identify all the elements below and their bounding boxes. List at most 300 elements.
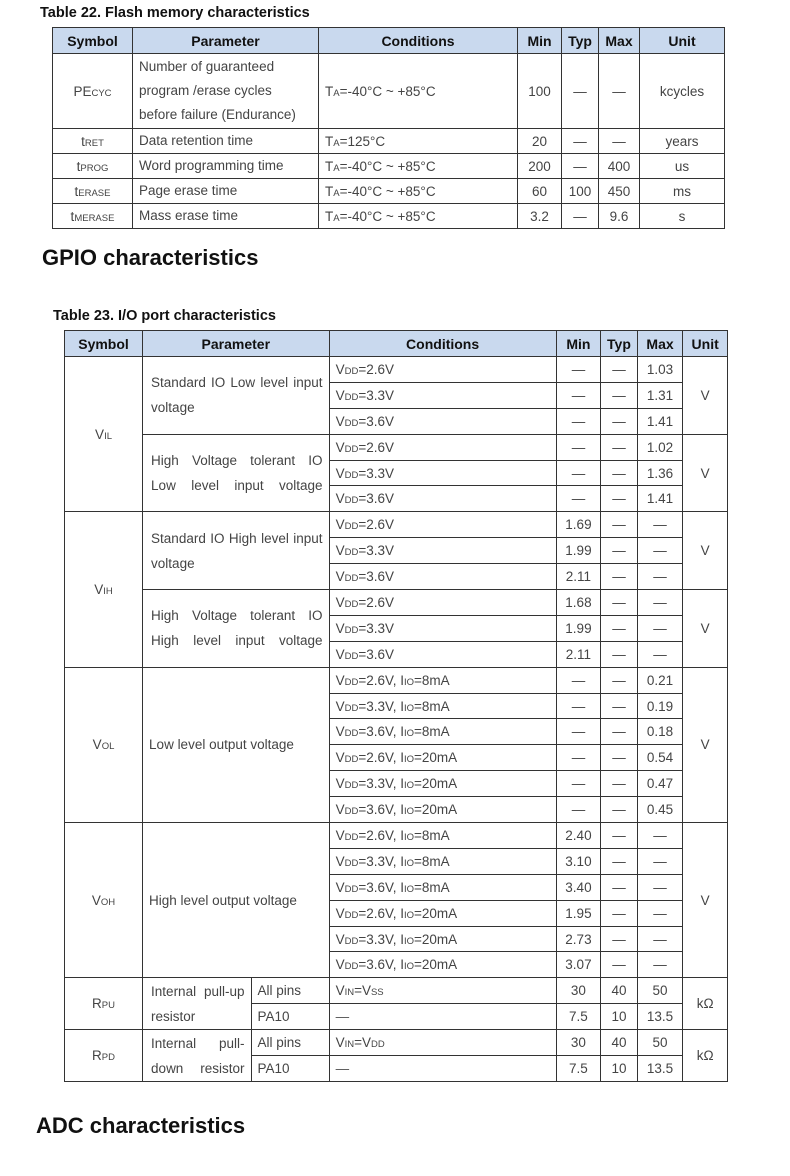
typ-cell: — <box>601 564 637 590</box>
cond-mid: =V <box>354 1035 371 1051</box>
max-cell: — <box>637 926 683 952</box>
min-cell: — <box>556 667 601 693</box>
symbol-subscript: OL <box>101 741 115 753</box>
max-cell: 50 <box>637 1030 683 1056</box>
conditions-cell <box>319 54 518 129</box>
typ-cell: — <box>601 512 637 538</box>
max-cell: 0.18 <box>637 719 683 745</box>
vdd-value: =2.6V, <box>358 905 401 921</box>
vdd-value: =3.3V, <box>358 931 401 947</box>
conditions-cell <box>329 978 556 1004</box>
gpio-heading: GPIO characteristics <box>42 245 259 270</box>
conditions-cell <box>329 900 556 926</box>
conditions-cell <box>329 719 556 745</box>
vdd-subscript: DD <box>344 521 359 533</box>
symbol-subscript: PU <box>101 1000 115 1012</box>
typ-cell: — <box>601 900 637 926</box>
conditions-cell <box>329 797 556 823</box>
min-cell: 2.73 <box>556 926 601 952</box>
table-row <box>53 204 725 229</box>
header-max: Max <box>637 331 683 357</box>
vdd-subscript: DD <box>344 780 359 792</box>
vdd-main: V <box>335 905 345 921</box>
iio-value: =8mA <box>414 879 450 895</box>
cond-subscript: A <box>333 187 340 199</box>
conditions-cell <box>329 641 556 667</box>
conditions-cell <box>329 408 556 434</box>
symbol-main: t <box>76 158 81 174</box>
min-cell: 3.2 <box>518 204 562 229</box>
typ-cell: — <box>601 952 637 978</box>
vdd-main: V <box>335 465 345 481</box>
vdd-main: V <box>335 594 345 610</box>
symbol-subscript: ERASE <box>78 187 111 199</box>
parameter-cell <box>133 204 319 229</box>
cond-dash: — <box>335 1009 350 1025</box>
max-cell: 0.47 <box>637 771 683 797</box>
vdd-main: V <box>335 491 345 507</box>
table-header-row <box>65 331 728 357</box>
vdd-value: =3.3V, <box>358 698 401 714</box>
vdd-value: =3.6V <box>358 569 394 585</box>
min-cell: 100 <box>518 54 562 129</box>
conditions-cell <box>329 512 556 538</box>
table22-caption: Table 22. Flash memory characteristics <box>40 5 310 21</box>
vdd-main: V <box>335 724 345 740</box>
vdd-main: V <box>335 827 345 843</box>
table-row <box>65 1030 728 1056</box>
vdd-subscript: DD <box>344 365 359 377</box>
iio-subscript: IO <box>404 961 415 973</box>
adc-heading: ADC characteristics <box>36 1113 246 1138</box>
vdd-subscript: DD <box>344 650 359 662</box>
typ-cell: — <box>601 926 637 952</box>
pins-cell: All pins <box>251 1030 329 1056</box>
cond-subscript: A <box>333 162 340 174</box>
max-cell: — <box>637 512 683 538</box>
cond-mid: =V <box>354 983 371 999</box>
vdd-subscript: DD <box>344 547 359 559</box>
header-max: Max <box>599 28 640 54</box>
unit-cell: kΩ <box>683 1030 728 1082</box>
vdd-subscript: DD <box>344 728 359 740</box>
vdd-subscript: DD <box>344 857 359 869</box>
vdd-value: =3.6V <box>358 413 394 429</box>
max-cell: 400 <box>599 154 640 179</box>
vdd-value: =2.6V, <box>358 750 401 766</box>
vdd-main: V <box>335 698 345 714</box>
max-cell: 13.5 <box>637 1004 683 1030</box>
typ-cell: — <box>601 797 637 823</box>
parameter-cell <box>133 154 319 179</box>
max-cell: — <box>637 900 683 926</box>
vdd-value: =3.6V, <box>358 802 401 818</box>
header-typ: Typ <box>562 28 599 54</box>
typ-cell: — <box>601 590 637 616</box>
header-min: Min <box>556 331 601 357</box>
max-cell: — <box>599 54 640 129</box>
parameter-line: before failure (Endurance) <box>139 107 296 122</box>
iio-subscript: IO <box>404 909 415 921</box>
vdd-subscript: DD <box>344 702 359 714</box>
iio-main: I <box>400 698 404 714</box>
vdd-subscript: DD <box>344 909 359 921</box>
min-cell: — <box>556 408 601 434</box>
max-cell: — <box>637 564 683 590</box>
typ-cell: — <box>562 204 599 229</box>
parameter-cell: High Voltage tolerant IO Low level input voltage <box>143 434 330 512</box>
typ-cell: — <box>601 771 637 797</box>
header-min: Min <box>518 28 562 54</box>
cond-rest: =-40°C ~ +85°C <box>339 183 436 199</box>
iio-subscript: IO <box>404 857 415 869</box>
cond-subscript: A <box>333 87 340 99</box>
typ-cell: — <box>601 460 637 486</box>
min-cell: 2.11 <box>556 641 601 667</box>
vdd-main: V <box>335 620 345 636</box>
min-cell: — <box>556 460 601 486</box>
unit-cell: V <box>683 590 728 668</box>
vdd-subscript: DD <box>344 935 359 947</box>
min-cell: 7.5 <box>556 1004 601 1030</box>
min-cell: 1.69 <box>556 512 601 538</box>
conditions-cell <box>329 823 556 849</box>
conditions-cell <box>319 129 518 154</box>
iio-subscript: IO <box>404 728 415 740</box>
iio-main: I <box>400 827 404 843</box>
parameter-cell: Standard IO High level input voltage <box>143 512 330 590</box>
cond-subscript: A <box>333 137 340 149</box>
conditions-cell <box>329 874 556 900</box>
max-cell: — <box>637 590 683 616</box>
vdd-main: V <box>335 879 345 895</box>
vdd-main: V <box>335 439 345 455</box>
parameter-line: program /erase cycles <box>139 83 272 98</box>
typ-cell: — <box>562 129 599 154</box>
header-conditions: Conditions <box>319 28 518 54</box>
conditions-cell <box>329 590 556 616</box>
unit-cell: V <box>683 434 728 512</box>
symbol-main: t <box>81 133 85 149</box>
typ-cell: — <box>601 615 637 641</box>
vdd-value: =3.6V, <box>358 879 401 895</box>
iio-subscript: IO <box>404 883 415 895</box>
table-row <box>65 978 728 1004</box>
iio-value: =8mA <box>414 853 450 869</box>
header-parameter: Parameter <box>143 331 330 357</box>
max-cell: 1.41 <box>637 486 683 512</box>
vdd-main: V <box>335 957 345 973</box>
min-cell: — <box>556 797 601 823</box>
conditions-cell <box>329 1030 556 1056</box>
pins-cell: PA10 <box>251 1056 329 1082</box>
conditions-cell <box>329 357 556 383</box>
cond-subscript: IN <box>344 1039 355 1051</box>
parameter-cell: High level output voltage <box>143 823 330 978</box>
header-unit: Unit <box>640 28 725 54</box>
max-cell: 50 <box>637 978 683 1004</box>
parameter-cell <box>133 54 319 129</box>
symbol-main: V <box>94 582 104 598</box>
typ-cell: — <box>601 823 637 849</box>
iio-main: I <box>400 905 404 921</box>
iio-subscript: IO <box>404 676 415 688</box>
vdd-main: V <box>335 802 345 818</box>
typ-cell: — <box>601 745 637 771</box>
typ-cell: — <box>601 693 637 719</box>
table-row <box>53 129 725 154</box>
table-row <box>65 590 728 616</box>
vdd-subscript: DD <box>344 469 359 481</box>
max-cell: — <box>637 874 683 900</box>
symbol-subscript: RET <box>84 137 104 149</box>
symbol-main: R <box>92 996 102 1012</box>
table-row <box>53 179 725 204</box>
typ-cell: 100 <box>562 179 599 204</box>
max-cell: 0.21 <box>637 667 683 693</box>
conditions-cell <box>329 848 556 874</box>
vdd-main: V <box>335 361 345 377</box>
symbol-main: t <box>70 208 75 224</box>
cond-main: V <box>335 983 345 999</box>
table-row <box>65 434 728 460</box>
parameter-cell <box>133 129 319 154</box>
max-cell: — <box>599 129 640 154</box>
vdd-main: V <box>335 569 345 585</box>
iio-subscript: IO <box>404 806 415 818</box>
conditions-cell <box>329 564 556 590</box>
typ-cell: — <box>601 382 637 408</box>
vdd-subscript: DD <box>344 806 359 818</box>
min-cell: 20 <box>518 129 562 154</box>
unit-cell: ms <box>640 179 725 204</box>
iio-subscript: IO <box>404 831 415 843</box>
table-row <box>65 823 728 849</box>
typ-cell: — <box>601 486 637 512</box>
table-row <box>65 512 728 538</box>
table-row <box>65 357 728 383</box>
conditions-cell <box>329 460 556 486</box>
max-cell: — <box>637 952 683 978</box>
unit-cell: years <box>640 129 725 154</box>
parameter-line: Word programming time <box>139 158 284 173</box>
parameter-cell: Standard IO Low level input voltage <box>143 357 330 435</box>
iio-value: =20mA <box>414 802 458 818</box>
symbol-subscript: OH <box>100 896 116 908</box>
conditions-cell <box>319 179 518 204</box>
parameter-cell <box>133 179 319 204</box>
vdd-value: =2.6V <box>358 594 394 610</box>
iio-value: =8mA <box>414 672 450 688</box>
cond-main: T <box>325 183 334 199</box>
iio-value: =20mA <box>414 776 458 792</box>
min-cell: — <box>556 434 601 460</box>
iio-value: =20mA <box>414 931 458 947</box>
vdd-value: =2.6V <box>358 439 394 455</box>
parameter-line: Mass erase time <box>139 208 239 223</box>
parameter-cell: Internal pull-up resistor <box>143 978 251 1030</box>
conditions-cell <box>329 667 556 693</box>
table23-caption: Table 23. I/O port characteristics <box>53 308 276 324</box>
cond-subscript: DD <box>370 1039 385 1051</box>
max-cell: 450 <box>599 179 640 204</box>
min-cell: — <box>556 745 601 771</box>
typ-cell: — <box>601 667 637 693</box>
min-cell: 30 <box>556 1030 601 1056</box>
unit-cell: kΩ <box>683 978 728 1030</box>
iio-value: =8mA <box>414 724 450 740</box>
vdd-main: V <box>335 646 345 662</box>
max-cell: 1.02 <box>637 434 683 460</box>
symbol-subscript: IL <box>104 430 112 442</box>
symbol-subscript: CYC <box>91 87 112 99</box>
conditions-cell <box>329 1004 556 1030</box>
cond-rest: =-40°C ~ +85°C <box>339 208 436 224</box>
unit-cell: s <box>640 204 725 229</box>
cond-main: T <box>325 208 334 224</box>
max-cell: — <box>637 848 683 874</box>
parameter-line: Page erase time <box>139 183 238 198</box>
symbol-subscript: PROG <box>80 162 109 174</box>
min-cell: 1.95 <box>556 900 601 926</box>
min-cell: 7.5 <box>556 1056 601 1082</box>
typ-cell: 40 <box>601 1030 637 1056</box>
vdd-value: =3.3V <box>358 543 394 559</box>
symbol-main: t <box>74 183 79 199</box>
typ-cell: 10 <box>601 1056 637 1082</box>
vdd-subscript: DD <box>344 961 359 973</box>
iio-main: I <box>400 776 404 792</box>
header-parameter: Parameter <box>133 28 319 54</box>
cond-main: T <box>325 83 334 99</box>
unit-cell: V <box>683 512 728 590</box>
flash-memory-table <box>52 27 725 229</box>
vdd-subscript: DD <box>344 391 359 403</box>
vdd-value: =3.3V, <box>358 853 401 869</box>
conditions-cell <box>329 926 556 952</box>
max-cell: — <box>637 641 683 667</box>
vdd-subscript: DD <box>344 598 359 610</box>
vdd-value: =3.3V, <box>358 776 401 792</box>
vdd-value: =3.3V <box>358 387 394 403</box>
min-cell: 3.07 <box>556 952 601 978</box>
header-typ: Typ <box>601 331 637 357</box>
typ-cell: — <box>601 357 637 383</box>
symbol-subscript: PD <box>101 1052 115 1064</box>
iio-main: I <box>400 853 404 869</box>
symbol-cell <box>65 823 143 978</box>
vdd-value: =3.6V, <box>358 957 401 973</box>
min-cell: 60 <box>518 179 562 204</box>
iio-main: I <box>400 750 404 766</box>
max-cell: 13.5 <box>637 1056 683 1082</box>
symbol-cell <box>53 179 133 204</box>
parameter-cell: High Voltage tolerant IO High level input voltage <box>143 590 330 668</box>
min-cell: 30 <box>556 978 601 1004</box>
conditions-cell <box>329 693 556 719</box>
symbol-main: R <box>92 1048 102 1064</box>
iio-value: =20mA <box>414 957 458 973</box>
vdd-value: =2.6V, <box>358 672 401 688</box>
header-unit: Unit <box>683 331 728 357</box>
iio-main: I <box>400 802 404 818</box>
max-cell: 9.6 <box>599 204 640 229</box>
conditions-cell <box>329 745 556 771</box>
vdd-subscript: DD <box>344 624 359 636</box>
max-cell: — <box>637 615 683 641</box>
cond-subscript: SS <box>370 987 384 999</box>
iio-subscript: IO <box>404 935 415 947</box>
symbol-subscript: MERASE <box>74 212 115 224</box>
iio-main: I <box>400 957 404 973</box>
min-cell: 3.40 <box>556 874 601 900</box>
vdd-subscript: DD <box>344 883 359 895</box>
table-row <box>65 667 728 693</box>
max-cell: 1.31 <box>637 382 683 408</box>
iio-value: =20mA <box>414 750 458 766</box>
typ-cell: — <box>601 874 637 900</box>
max-cell: — <box>637 823 683 849</box>
cond-rest: =-40°C ~ +85°C <box>339 83 436 99</box>
io-port-table <box>64 330 728 1082</box>
iio-main: I <box>400 879 404 895</box>
cond-rest: =125°C <box>339 133 386 149</box>
max-cell: 1.41 <box>637 408 683 434</box>
max-cell: 0.54 <box>637 745 683 771</box>
symbol-cell <box>65 512 143 667</box>
iio-subscript: IO <box>404 702 415 714</box>
vdd-value: =3.6V <box>358 491 394 507</box>
table-row <box>53 54 725 129</box>
typ-cell: — <box>601 848 637 874</box>
symbol-main: PE <box>73 83 92 99</box>
vdd-value: =2.6V, <box>358 827 401 843</box>
conditions-cell <box>329 1056 556 1082</box>
typ-cell: — <box>562 54 599 129</box>
vdd-value: =3.3V <box>358 465 394 481</box>
max-cell: 0.19 <box>637 693 683 719</box>
typ-cell: 40 <box>601 978 637 1004</box>
iio-subscript: IO <box>404 780 415 792</box>
iio-value: =8mA <box>414 698 450 714</box>
iio-value: =20mA <box>414 905 458 921</box>
vdd-main: V <box>335 750 345 766</box>
cond-rest: =-40°C ~ +85°C <box>339 158 436 174</box>
cond-subscript: A <box>333 212 340 224</box>
vdd-value: =2.6V <box>358 517 394 533</box>
unit-cell: V <box>683 823 728 978</box>
parameter-line: Data retention time <box>139 133 254 148</box>
vdd-main: V <box>335 672 345 688</box>
conditions-cell <box>329 952 556 978</box>
pins-cell: PA10 <box>251 1004 329 1030</box>
table-row <box>53 154 725 179</box>
min-cell: — <box>556 771 601 797</box>
symbol-cell <box>53 129 133 154</box>
conditions-cell <box>329 486 556 512</box>
symbol-subscript: IH <box>103 586 113 598</box>
conditions-cell <box>319 204 518 229</box>
parameter-line: Number of guaranteed <box>139 59 275 74</box>
min-cell: 1.99 <box>556 615 601 641</box>
typ-cell: 10 <box>601 1004 637 1030</box>
vdd-main: V <box>335 776 345 792</box>
parameter-cell: Internal pull-down resistor <box>143 1030 251 1082</box>
iio-subscript: IO <box>404 754 415 766</box>
max-cell: — <box>637 538 683 564</box>
iio-main: I <box>400 672 404 688</box>
max-cell: 1.03 <box>637 357 683 383</box>
